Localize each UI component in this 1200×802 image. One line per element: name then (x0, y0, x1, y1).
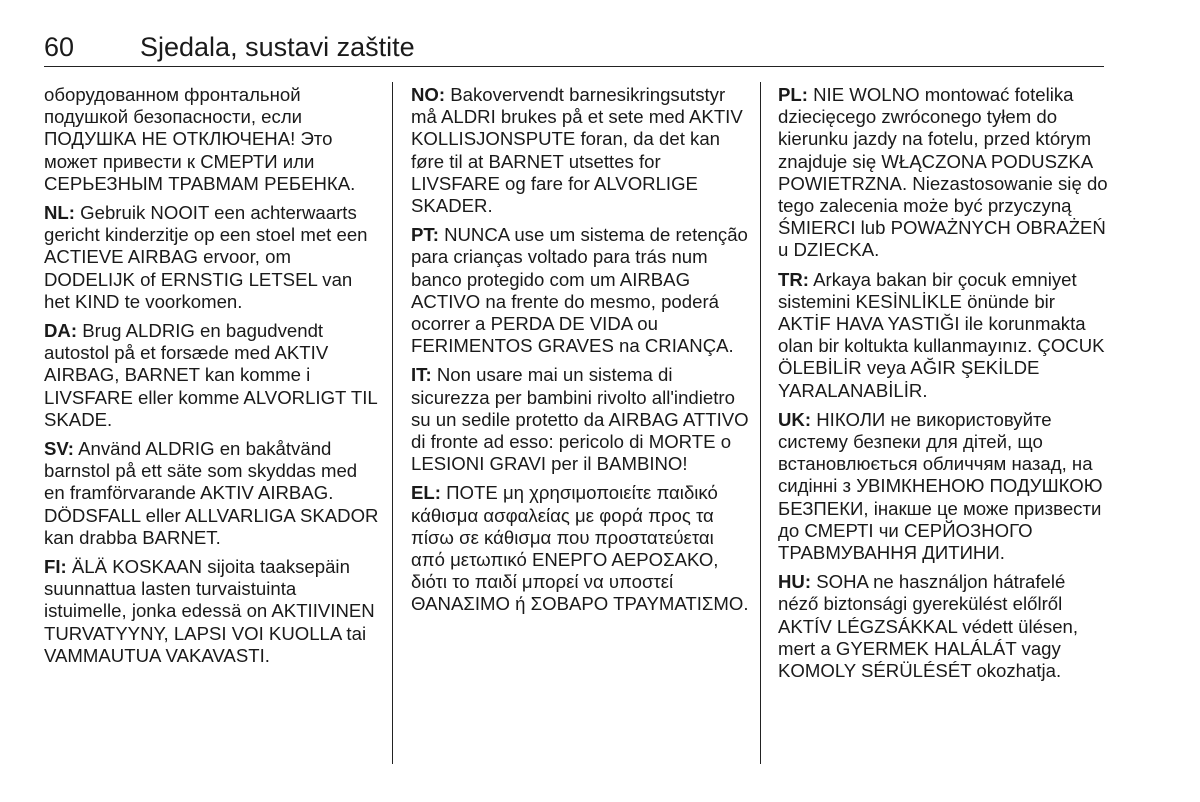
paragraph-text: Använd ALDRIG en bakåtvänd barnstol på ett säte som skyddas med en framförvarande AKTIV AIRBAG. DÖDSFALL eller ALLVARLIGA SKADOR kan drabba BARNET. (44, 438, 379, 548)
warning-paragraph-pt (411, 224, 749, 357)
language-code: IT: (411, 364, 432, 386)
warning-paragraph-ru (44, 84, 380, 195)
language-code: NO: (411, 84, 446, 105)
warning-paragraph-el (411, 482, 749, 615)
language-code: FI: (44, 556, 67, 578)
text-column-1 (44, 84, 380, 674)
language-code: EL: (411, 482, 441, 504)
language-code: NL: (44, 202, 75, 224)
page-number: 60 (44, 32, 75, 62)
warning-paragraph-pl (778, 84, 1108, 262)
warning-paragraph-uk (778, 409, 1108, 564)
language-code: TR: (778, 268, 809, 290)
paragraph-text: оборудованном фронтальной подушкой безопасности, если ПОДУШКА НЕ ОТКЛЮЧЕНА! Это может привести к СМЕРТИ или СЕРЬЕЗНЫМ ТРАВМАМ РЕБЕНКА. (44, 84, 356, 194)
paragraph-text: Brug ALDRIG en bagudvendt autostol på et forsæde med AKTIV AIRBAG, BARNET kan komme i LIVSFARE eller komme ALVORLIGT TIL SKADE. (44, 320, 378, 430)
warning-paragraph-it (411, 364, 749, 475)
paragraph-text: NIE WOLNO montować fotelika dziecięcego zwróconego tyłem do kierunku jazdy na fotelu, przed którym znajduje się WŁĄCZONA PODUSZKA POWIETRZNA. Niezastosowanie się do tego zalecenia może być przyczyną ŚMIERCI lub POWAŻNYCH OBRAŻEŃ u DZIECKA. (778, 84, 1108, 261)
chapter-title: Sjedala, sustavi zaštite (140, 32, 415, 62)
language-code: HU: (778, 571, 812, 593)
column-divider (760, 82, 761, 764)
warning-paragraph-da (44, 320, 380, 431)
warning-paragraph-nl (44, 202, 380, 313)
language-code: SV: (44, 438, 74, 460)
paragraph-text: НІКОЛИ не використовуйте систему безпеки для дітей, що встановлюється обличчям назад, на сидінні з УВІМКНЕНОЮ ПОДУШКОЮ БЕЗПЕКИ, інакше це може призвести до СМЕРТІ чи СЕРЙОЗНОГО ТРАВМУВАННЯ ДИТИНИ. (778, 408, 1103, 564)
warning-paragraph-tr (778, 269, 1108, 402)
paragraph-text: Gebruik NOOIT een achterwaarts gericht kinderzitje op een stoel met een ACTIEVE AIRBAG ervoor, om DODELIJK of ERNSTIG LETSEL van het KIND te voorkomen. (44, 202, 368, 312)
paragraph-text: SOHA ne használjon hátrafelé néző biztonsági gyerekülést előlről AKTÍV LÉGZSÁKKAL védett ülésen, mert a GYERMEK HALÁLÁT vagy KOMOLY SÉRÜLÉSÉT okozhatja. (778, 571, 1079, 682)
paragraph-text: ÄLÄ KOSKAAN sijoita taaksepäin suunnattua lasten turvaistuinta istuimelle, jonka edessä on AKTIIVINEN TURVATYYNY, LAPSI VOI KUOLLA tai VAMMAUTUA VAKAVASTI. (44, 556, 375, 666)
warning-paragraph-hu (778, 571, 1108, 682)
language-code: PT: (411, 224, 439, 246)
warning-paragraph-fi (44, 556, 380, 667)
paragraph-text: Arkaya bakan bir çocuk emniyet sistemini KESİNLİKLE önünde bir AKTİF HAVA YASTIĞI ile korunmakta olan bir koltukta kullanmayınız. ÇOCUK ÖLEBİLİR veya AĞIR ŞEKİLDE YARALANABİLİR. (778, 268, 1105, 401)
column-divider (392, 82, 393, 764)
page-header (44, 30, 1104, 67)
paragraph-text: ΠΟΤΕ μη χρησιμοποιείτε παιδικό κάθισμα ασφαλείας με φορά προς τα πίσω σε κάθισμα που προστατεύεται από μετωπικό ΕΝΕΡΓΟ ΑΕΡΟΣΑΚΟ, διότι το παιδί μπορεί να υποστεί ΘΑΝΑΣΙΜΟ ή ΣΟΒΑΡΟ ΤΡΑΥΜΑΤΙΣΜΟ. (411, 482, 749, 615)
warning-paragraph-no (411, 84, 749, 217)
warning-paragraph-sv (44, 438, 380, 549)
paragraph-text: Non usare mai un sistema di sicurezza per bambini rivolto all'indietro su un sedile protetto da AIRBAG ATTIVO di fronte ad esso: pericolo di MORTE o LESIONI GRAVI per il BAMBINO! (411, 364, 749, 475)
language-code: DA: (44, 320, 78, 342)
language-code: UK: (778, 408, 812, 430)
text-column-2 (411, 84, 749, 623)
paragraph-text: Bakovervendt barnesikringsutstyr må ALDRI brukes på et sete med AKTIV KOLLISJONSPUTE foran, da det kan føre til at BARNET utsettes for LIVSFARE og fare for ALVORLIGE SKADER. (411, 84, 743, 217)
text-column-3 (778, 84, 1108, 689)
paragraph-text: NUNCA use um sistema de retenção para crianças voltado para trás num banco protegido com um AIRBAG ACTIVO na frente do mesmo, poderá ocorrer a PERDA DE VIDA ou FERIMENTOS GRAVES na CRIANÇA. (411, 224, 748, 357)
language-code: PL: (778, 84, 808, 105)
